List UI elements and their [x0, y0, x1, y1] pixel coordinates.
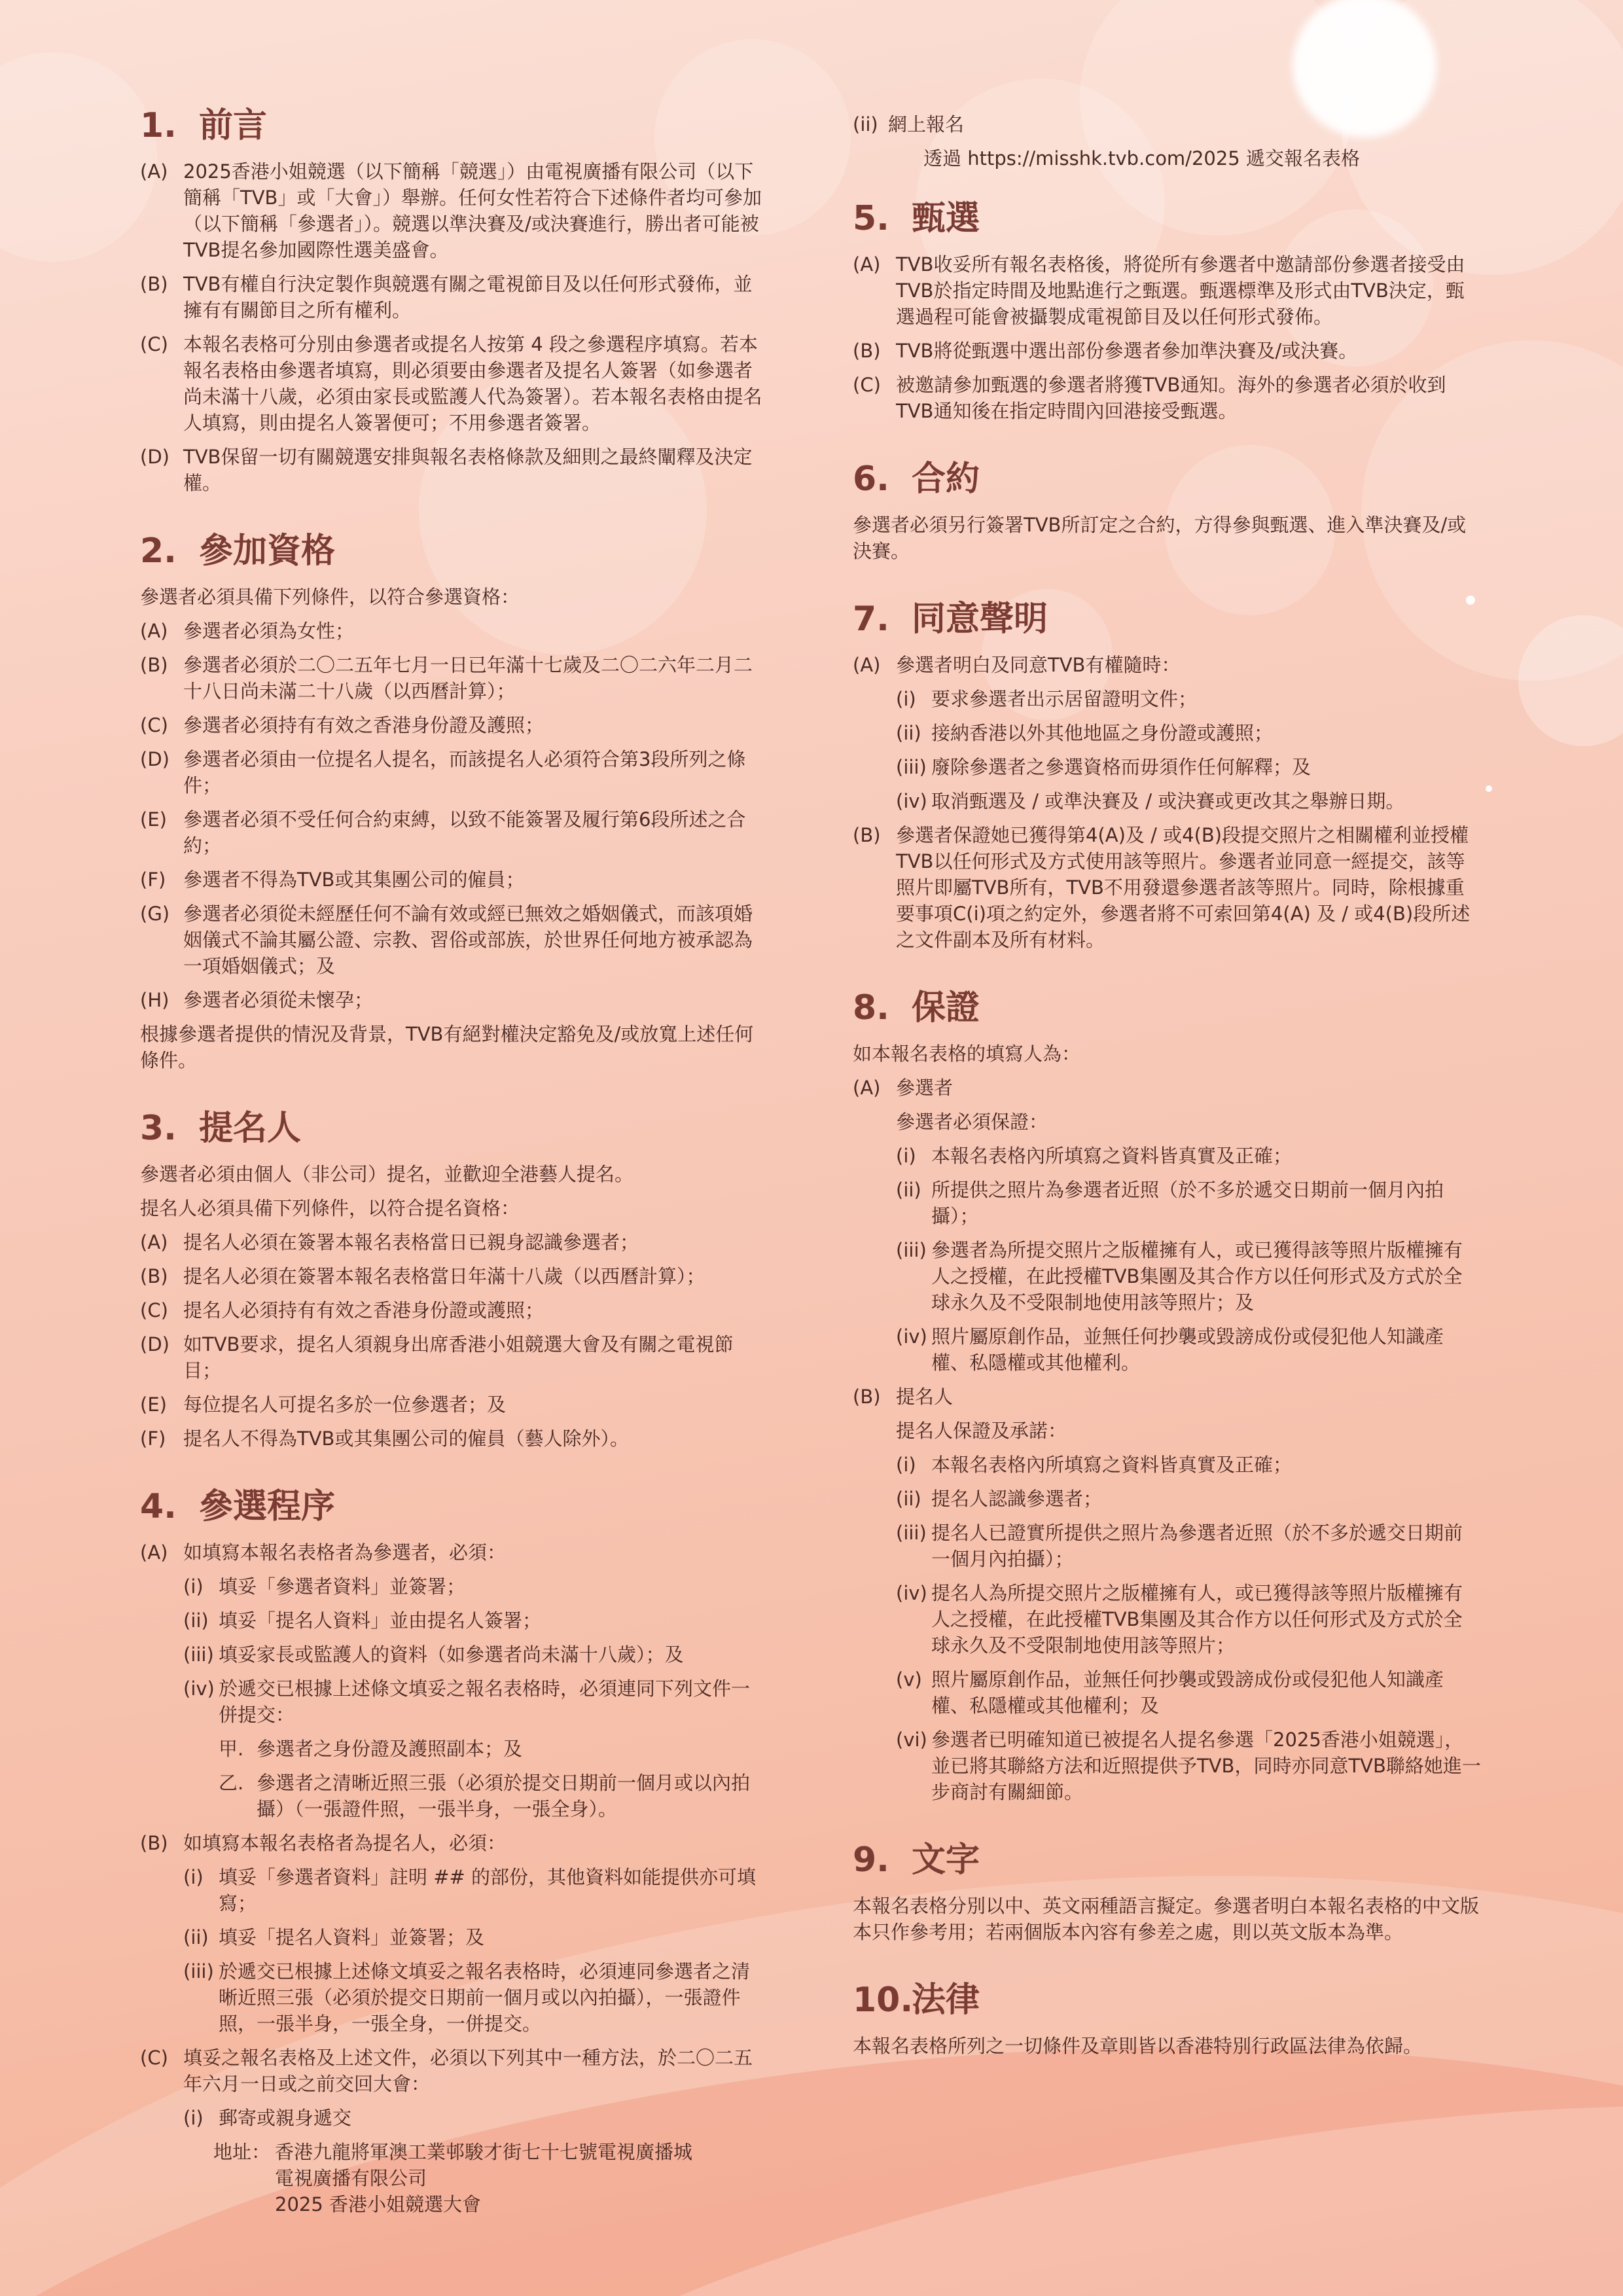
clause	[140, 1229, 768, 1255]
clause	[853, 372, 1481, 424]
clause-text: 提名人為所提交照片之版權擁有人，或已獲得該等照片版權擁有人之授權，在此授權TVB集團及其合作方以任何形式及方式於全球永久及不受限制地使用該等照片；	[931, 1582, 1463, 1657]
clause-text: 6.	[853, 459, 889, 499]
paragraph: 本報名表格分別以中、英文兩種語言擬定。參選者明白本報名表格的中文版本只作參考用；若兩個版本內容有參差之處，則以英文版本為準。	[853, 1895, 1480, 1943]
clause-text: 參選者必須從未懷孕；	[183, 989, 374, 1011]
clause-text: 參選者為所提交照片之版權擁有人，或已獲得該等照片版權擁有人之授權，在此授權TVB集團及其合作方以任何形式及方式於全球永久及不受限制地使用該等照片；及	[931, 1239, 1463, 1314]
sub-clause	[140, 1924, 768, 1950]
clause-text: TVB有權自行決定製作與競選有關之電視節目及以任何形式發佈，並擁有有關節目之所有權利。	[183, 273, 753, 321]
clause-text: 網上報名	[888, 113, 965, 135]
clause-text: 參選者保證她已獲得第4(A)及 / 或4(B)段提交照片之相關權利並授權TVB以任何形式及方式使用該等照片。參選者並同意一經提交，該等照片即屬TVB所有，TVB不用發還參選者該等照片。同時，除根據重要事項C(i)項之約定外，參選者將不可索回第4(A) 及 / 或4(B)段所述之文件副本及所有材料。	[896, 824, 1471, 951]
section-heading	[853, 458, 1481, 500]
section-heading	[853, 598, 1481, 640]
clause-text: 提名人必須在簽署本報名表格當日已親身認識參選者；	[183, 1231, 639, 1253]
clause	[140, 712, 768, 738]
sub-clause	[853, 111, 1481, 137]
clause-text: 本報名表格內所填寫之資料皆真實及正確；	[931, 1145, 1293, 1167]
clause-text: 參選者必須為女性；	[183, 620, 355, 642]
clause-label: (iii)	[896, 1522, 927, 1544]
clause	[140, 2045, 768, 2097]
clause-label: (C)	[853, 374, 881, 396]
section-screening	[853, 198, 1481, 424]
clause-text: 本報名表格內所填寫之資料皆真實及正確；	[931, 1454, 1293, 1476]
clause-label: 地址：	[213, 2141, 271, 2163]
clause	[140, 1263, 768, 1289]
section-heading	[853, 1979, 1481, 2021]
clause-label: (ii)	[896, 722, 921, 744]
section-warranty	[853, 987, 1481, 1805]
clause	[140, 652, 768, 704]
paragraph: 提名人必須具備下列條件，以符合提名資格：	[140, 1197, 520, 1219]
clause-text: 提名人	[896, 1386, 954, 1408]
section-heading	[140, 1486, 768, 1528]
sub-clause	[853, 1727, 1481, 1805]
clause-text: 提名人	[199, 1109, 302, 1148]
section-law	[853, 1979, 1481, 2059]
clause-label: (B)	[853, 340, 881, 362]
clause-text: 郵寄或親身遞交	[219, 2107, 352, 2129]
clause-text: 參選者不得為TVB或其集團公司的僱員；	[183, 869, 525, 891]
document-item	[140, 1770, 768, 1822]
right-column	[853, 111, 1481, 2093]
section-heading	[140, 105, 768, 147]
paragraph: 本報名表格所列之一切條件及章則皆以香港特別行政區法律為依歸。	[853, 2035, 1423, 2057]
section-heading	[853, 987, 1481, 1029]
clause-label: (i)	[183, 1575, 204, 1598]
clause-label: (A)	[140, 160, 168, 183]
clause-text: 文字	[912, 1840, 980, 1880]
clause-text: 3.	[140, 1109, 177, 1148]
clause-text: 廢除參選者之參選資格而毋須作任何解釋；及	[931, 756, 1311, 778]
clause	[140, 987, 768, 1013]
clause-text: 填妥之報名表格及上述文件，必須以下列其中一種方法，於二〇二五年六月一日或之前交回大會：	[183, 2047, 753, 2095]
clause-text: 參加資格	[199, 531, 336, 571]
clause-text: 參選者之清晰近照三張（必須於提交日期前一個月或以內拍攝）（一張證件照，一張半身，一張全身）。	[257, 1772, 751, 1820]
clause-text: 1.	[140, 106, 177, 145]
sub-clause	[140, 2105, 768, 2131]
sub-clause	[853, 720, 1481, 746]
clause-text: 提名人已證實所提供之照片為參選者近照（於不多於遞交日期前一個月內拍攝）；	[931, 1522, 1463, 1570]
clause-text: 9.	[853, 1840, 889, 1880]
clause-text: 接納香港以外其他地區之身份證或護照；	[931, 722, 1274, 744]
clause	[140, 746, 768, 798]
clause-text: 2.	[140, 531, 177, 571]
clause-text: 參選者已明確知道已被提名人提名參選「2025香港小姐競選」，並已將其聯絡方法和近照提供予TVB，同時亦同意TVB聯絡她進一步商討有關細節。	[931, 1729, 1481, 1803]
section-heading	[140, 1107, 768, 1149]
clause-label: (i)	[896, 1145, 916, 1167]
paragraph: 參選者必須另行簽署TVB所訂定之合約，方得參與甄選、進入準決賽及/或決賽。	[853, 514, 1467, 562]
clause	[140, 1297, 768, 1323]
sub-clause	[853, 1177, 1481, 1229]
clause	[140, 1331, 768, 1384]
clause-text: 提名人必須持有有效之香港身份證或護照；	[183, 1299, 544, 1321]
clause	[140, 271, 768, 323]
clause-text: 要求參選者出示居留證明文件；	[931, 688, 1198, 710]
clause	[853, 338, 1481, 364]
clause-label: (C)	[140, 714, 168, 736]
section-heading	[140, 530, 768, 572]
clause-text: 8.	[853, 988, 889, 1028]
clause-text: 電視廣播有限公司	[275, 2167, 427, 2189]
section-language	[853, 1839, 1481, 1945]
clause	[140, 1391, 768, 1418]
clause-label: (ii)	[183, 1609, 209, 1632]
clause-text: 法律	[912, 1981, 980, 2020]
paragraph: 如本報名表格的填寫人為：	[853, 1043, 1081, 1065]
section-heading	[853, 1839, 1481, 1881]
clause	[853, 822, 1481, 953]
clause-text: 參選者	[896, 1077, 954, 1099]
clause-label: (A)	[853, 1077, 881, 1099]
clause-label: 乙.	[219, 1772, 244, 1794]
clause-label: (iii)	[183, 1960, 214, 1982]
sub-clause	[140, 1864, 768, 1916]
clause	[853, 251, 1481, 330]
sub-clause	[140, 1573, 768, 1600]
clause-text: 本報名表格可分別由參選者或提名人按第 4 段之參選程序填寫。若本報名表格由參選者填寫，則必須要由參選者及提名人簽署（如參選者尚未滿十八歲，必須由家長或監護人代為簽署）。若本報名表格由提名人填寫，則由提名人簽署便可；不用參選者簽署。	[183, 333, 762, 434]
clause-text: 參選者必須於二〇二五年七月一日已年滿十七歲及二〇二六年二月二十八日尚未滿二十八歲（以西曆計算）；	[183, 654, 753, 702]
sub-clause	[853, 1486, 1481, 1512]
clause-text: 合約	[912, 459, 980, 499]
clause-label: (C)	[140, 333, 168, 355]
clause-label: (E)	[140, 808, 167, 831]
clause	[140, 618, 768, 644]
left-column	[140, 105, 768, 2225]
clause-text: 同意聲明	[912, 600, 1048, 639]
online-url: 透過 https://misshk.tvb.com/2025 遞交報名表格	[923, 147, 1360, 170]
clause-text: 於遞交已根據上述條文填妥之報名表格時，必須連同參選者之清晰近照三張（必須於提交日期前一個月或以內拍攝），一張證件照，一張半身，一張全身，一併提交。	[219, 1960, 751, 2035]
clause	[140, 867, 768, 893]
paragraph: 參選者必須具備下列條件，以符合參選資格：	[140, 586, 520, 608]
clause-text: 參選程序	[199, 1487, 336, 1526]
clause-text: 香港九龍將軍澳工業邨駿才街七十七號電視廣播城	[275, 2141, 693, 2163]
clause	[853, 1384, 1481, 1410]
clause-text: 如填寫本報名表格者為提名人，必須：	[183, 1832, 507, 1854]
section-procedure	[140, 1486, 768, 2217]
clause-label: (G)	[140, 903, 170, 925]
sub-clause	[853, 1520, 1481, 1572]
clause-label: (C)	[140, 2047, 168, 2069]
clause-label: (B)	[140, 1265, 168, 1287]
clause-label: (D)	[140, 446, 169, 468]
sub-clause	[853, 1580, 1481, 1659]
section-preface	[140, 105, 768, 496]
clause-label: (A)	[853, 253, 881, 276]
clause-lead: 提名人保證及承諾：	[896, 1420, 1067, 1442]
clause-label: (D)	[140, 748, 169, 770]
clause-label: (B)	[853, 824, 881, 846]
clause-text: 7.	[853, 600, 889, 639]
clause-text: 填妥「參選者資料」並簽署；	[219, 1575, 466, 1598]
clause-label: (B)	[853, 1386, 881, 1408]
clause-text: TVB保留一切有關競選安排與報名表格條款及細則之最終闡釋及決定權。	[183, 446, 753, 494]
sub-clause	[140, 1641, 768, 1668]
clause-label: (B)	[140, 654, 168, 676]
clause-label: (B)	[140, 1832, 168, 1854]
clause	[853, 1075, 1481, 1101]
clause-label: (ii)	[183, 1926, 209, 1948]
clause-label: (vi)	[896, 1729, 927, 1751]
clause-text: 取消甄選及 / 或準決賽及 / 或決賽或更改其之舉辦日期。	[931, 790, 1405, 812]
clause	[140, 158, 768, 263]
clause-label: (ii)	[896, 1179, 921, 1201]
clause-label: (v)	[896, 1668, 922, 1691]
sub-clause	[853, 1323, 1481, 1376]
clause-text: 參選者必須持有有效之香港身份證及護照；	[183, 714, 544, 736]
clause	[140, 806, 768, 859]
sub-clause	[140, 1607, 768, 1634]
clause-text: 所提供之照片為參選者近照（於不多於遞交日期前一個月內拍攝）；	[931, 1179, 1444, 1227]
clause-label: (ii)	[896, 1488, 921, 1510]
clause-text: 填妥「提名人資料」並簽署；及	[219, 1926, 485, 1948]
clause-text: 參選者明白及同意TVB有權隨時：	[896, 654, 1181, 676]
clause-label: (ii)	[853, 113, 878, 135]
sub-clause	[853, 1452, 1481, 1478]
clause-label: (A)	[140, 1541, 168, 1564]
clause	[140, 1830, 768, 1856]
clause-text: 每位提名人可提名多於一位參選者；及	[183, 1393, 507, 1416]
clause-text: 參選者必須從未經歷任何不論有效或經已無效之婚姻儀式，而該項婚姻儀式不論其屬公證、宗教、習俗或部族，於世界任何地方被承認為一項婚姻儀式；及	[183, 903, 753, 977]
section-nominator	[140, 1107, 768, 1452]
clause-label: (F)	[140, 869, 166, 891]
sub-clause	[853, 788, 1481, 814]
clause-label: (D)	[140, 1333, 169, 1355]
sub-clause	[853, 754, 1481, 780]
clause-label: (iv)	[896, 790, 927, 812]
clause-text: 填妥家長或監護人的資料（如參選者尚未滿十八歲）；及	[219, 1643, 684, 1666]
clause-text: 2025香港小姐競選（以下簡稱「競選」）由電視廣播有限公司（以下簡稱「TVB」或「大會」）舉辦。任何女性若符合下述條件者均可參加（以下簡稱「參選者」）。競選以準決賽及/或決賽進行，勝出者可能被TVB提名參加國際性選美盛會。	[183, 160, 762, 261]
clause-label: (A)	[140, 1231, 168, 1253]
clause	[853, 652, 1481, 678]
sub-clause	[853, 686, 1481, 712]
clause-text: 被邀請參加甄選的參選者將獲TVB通知。海外的參選者必須於收到TVB通知後在指定時間內回港接受甄選。	[896, 374, 1446, 422]
clause-text: 5.	[853, 199, 889, 238]
clause	[140, 1539, 768, 1566]
clause	[140, 901, 768, 979]
clause-label: (H)	[140, 989, 169, 1011]
clause-lead: 參選者必須保證：	[896, 1111, 1048, 1133]
sub-clause	[853, 1143, 1481, 1169]
clause	[140, 444, 768, 496]
clause-label: (C)	[140, 1299, 168, 1321]
clause-label: (i)	[896, 1454, 916, 1476]
section-consent	[853, 598, 1481, 953]
clause-text: 填妥「參選者資料」註明 ## 的部份，其他資料如能提供亦可填寫；	[219, 1866, 757, 1914]
clause-text: 4.	[140, 1487, 177, 1526]
clause-text: 前言	[199, 106, 268, 145]
clause-label: (iv)	[896, 1325, 927, 1348]
online-registration	[853, 111, 1481, 171]
clause-text: 提名人認識參選者；	[931, 1488, 1103, 1510]
clause-text: TVB收妥所有報名表格後，將從所有參選者中邀請部份參選者接受由TVB於指定時間及地點進行之甄選。甄選標準及形式由TVB決定，甄選過程可能會被攝製成電視節目及以任何形式發佈。	[896, 253, 1465, 328]
clause-text: 參選者必須由一位提名人提名，而該提名人必須符合第3段所列之條件；	[183, 748, 746, 797]
postal-address	[140, 2139, 768, 2217]
clause-text: 參選者之身份證及護照副本；及	[257, 1738, 523, 1760]
clause-label: (iv)	[896, 1582, 927, 1604]
clause-text: 如填寫本報名表格者為參選者，必須：	[183, 1541, 507, 1564]
clause	[140, 1426, 768, 1452]
clause-text: 提名人必須在簽署本報名表格當日年滿十八歲（以西曆計算）；	[183, 1265, 705, 1287]
clause-label: (F)	[140, 1427, 166, 1450]
sub-clause	[140, 1676, 768, 1728]
clause-text: 如TVB要求，提名人須親身出席香港小姐競選大會及有關之電視節目；	[183, 1333, 734, 1382]
paragraph: 根據參選者提供的情況及背景，TVB有絕對權決定豁免及/或放寬上述任何條件。	[140, 1023, 754, 1071]
clause-label: (B)	[140, 273, 168, 295]
clause-text: 於遞交已根據上述條文填妥之報名表格時，必須連同下列文件一併提交：	[219, 1677, 751, 1726]
clause-label: (A)	[853, 654, 881, 676]
clause-text: 照片屬原創作品，並無任何抄襲或毀謗成份或侵犯他人知識產權、私隱權或其他權利；及	[931, 1668, 1444, 1717]
clause-label: (i)	[896, 688, 916, 710]
document-item	[140, 1736, 768, 1762]
section-heading	[853, 198, 1481, 240]
section-eligibility	[140, 530, 768, 1073]
clause-text: TVB將從甄選中選出部份參選者參加準決賽及/或決賽。	[896, 340, 1358, 362]
clause-label: (iii)	[896, 1239, 927, 1261]
paragraph: 參選者必須由個人（非公司）提名，並歡迎全港藝人提名。	[140, 1163, 634, 1185]
sub-clause	[140, 1958, 768, 2037]
clause-text: 甄選	[912, 199, 980, 238]
clause-label: (i)	[183, 2107, 204, 2129]
clause-label: (A)	[140, 620, 168, 642]
clause-label: (iii)	[896, 756, 927, 778]
clause-text: 2025 香港小姐競選大會	[275, 2193, 482, 2215]
sub-clause	[853, 1666, 1481, 1719]
section-contract	[853, 458, 1481, 564]
clause-text: 提名人不得為TVB或其集團公司的僱員（藝人除外）。	[183, 1427, 629, 1450]
clause-text: 參選者必須不受任何合約束縛，以致不能簽署及履行第6段所述之合約；	[183, 808, 746, 857]
clause-text: 保證	[912, 988, 980, 1028]
clause-text: 填妥「提名人資料」並由提名人簽署；	[219, 1609, 542, 1632]
clause-label: (i)	[183, 1866, 204, 1888]
clause-text: 照片屬原創作品，並無任何抄襲或毀謗成份或侵犯他人知識產權、私隱權或其他權利。	[931, 1325, 1444, 1374]
clause-label: (iv)	[183, 1677, 215, 1700]
sub-clause	[853, 1237, 1481, 1316]
clause	[140, 331, 768, 436]
clause-label: (iii)	[183, 1643, 214, 1666]
clause-text: 10.	[853, 1981, 914, 2020]
clause-label: (E)	[140, 1393, 167, 1416]
clause-label: 甲.	[219, 1738, 244, 1760]
